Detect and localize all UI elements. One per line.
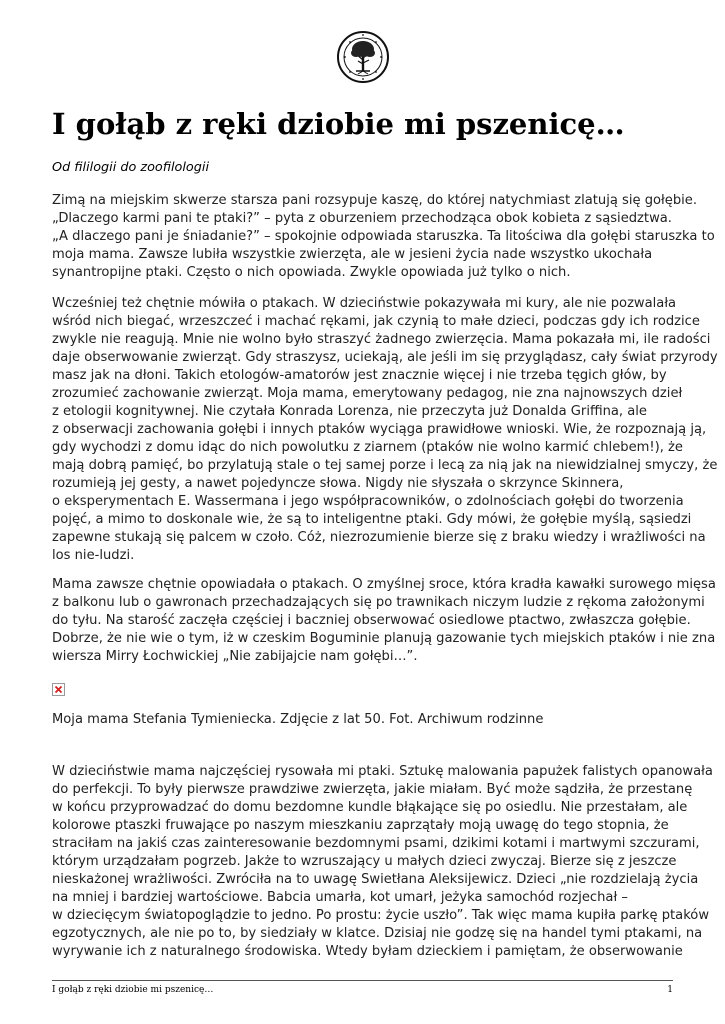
text-line: Mama zawsze chętnie opowiadała o ptakach. O zmyślnej sroce, która kradła kawałki surowego mięsa: [52, 577, 716, 592]
text-line: mają dobrą pamięć, bo przylatują stale o tej samej porze i lecą za nią jak na niewidzialnej smyczy, że: [52, 458, 718, 473]
text-line: straciłam na jakiś czas zainteresowanie bezdomnymi psami, dzikimi kotami i martwymi szczurami,: [52, 836, 700, 851]
article-subtitle: Od fililogii do zoofilologii: [52, 160, 209, 175]
text-line: pojęć, a mimo to doskonale wie, że są to inteligentne ptaki. Gdy mówi, że gołębie myślą, sąsiedzi: [52, 512, 692, 527]
text-line: Dobrze, że nie wie o tym, iż w czeskim Boguminie planują gazowanie tych miejskich ptaków i nie zna: [52, 631, 716, 646]
text-line: z balkonu lub o gawronach przechadzających się po trawnikach niczym ludzie z rękoma założonymi: [52, 595, 705, 610]
text-line: wśród nich biegać, wrzeszczeć i machać rękami, jak czynią to małe dzieci, podczas gdy ich rodzice: [52, 314, 700, 329]
text-line: Wcześniej też chętnie mówiła o ptakach. W dzieciństwie pokazywała mi kury, ale nie pozwalała: [52, 296, 677, 311]
text-line: w końcu przyprowadzać do domu bezdomne kundle błąkające się po osiedlu. Nie przestałam, ale: [52, 800, 688, 815]
text-line: zwykle nie reagują. Mnie nie wolno było straszyć żadnego zwierzęcia. Mama pokazała mi, ile radości: [52, 332, 711, 347]
text-line: synantropijne ptaki. Często o nich opowiada. Zwykle opowiada już tylko o nich.: [52, 265, 571, 280]
tree-seal-icon: [336, 30, 390, 84]
text-line: „Dlaczego karmi pani te ptaki?” – pyta z oburzeniem przechodząca obok kobieta z sąsiedztwa.: [52, 211, 672, 226]
text-line: Zimą na miejskim skwerze starsza pani rozsypuje kaszę, do której natychmiast zlatują się gołębie.: [52, 193, 698, 208]
paragraph-3: [52, 576, 716, 666]
paragraph-2: [52, 295, 718, 565]
text-line: daje obserwowanie zwierząt. Gdy straszysz, uciekają, ale jeśli im się przyglądasz, cały świat przyrody: [52, 350, 718, 365]
page-title: I gołąb z ręki dziobie mi pszenicę…: [52, 107, 625, 141]
text-line: którym urządzałam pogrzeb. Jakże to wzruszający u małych dzieci zwyczaj. Bierze się z jeszcze: [52, 854, 677, 869]
text-line: masz jak na dłoni. Takich etologów-amatorów jest znacznie więcej i nie trzeba tęgich głów, by: [52, 368, 667, 383]
text-line: zapewne stukają się palcem w czoło. Cóż, niezrozumienie bierze się z braku wiedzy i wrażliwości na: [52, 530, 706, 545]
paragraph-1: [52, 192, 715, 282]
text-line: nieskażonej wrażliwości. Zwróciła na to uwagę Swietłana Aleksijewicz. Dzieci „nie rozdzielają życia: [52, 872, 699, 887]
page-number: 1: [667, 985, 673, 995]
broken-image-icon: [52, 683, 65, 696]
text-line: gdy wychodzi z domu idąc do nich powolutku z ziarnem (ptaków nie wolno karmić chlebem!), że: [52, 440, 683, 455]
text-line: z etologii kognitywnej. Nie czytała Konrada Lorenza, nie przeczyta już Donalda Griffina, ale: [52, 404, 647, 419]
text-line: egzotycznych, ale nie po to, by siedziały w klatce. Dzisiaj nie godzę się na handel tymi ptakami, na: [52, 926, 703, 941]
text-line: kolorowe ptaszki fruwające po naszym mieszkaniu zaprzątały moją uwagę do tego stopnia, że: [52, 818, 669, 833]
text-line: los nie-ludzi.: [52, 548, 135, 563]
text-line: zrozumieć zachowanie zwierząt. Moja mama, emerytowany pedagog, nie zna najnowszych dzieł: [52, 386, 683, 401]
text-line: z obserwacji zachowania gołębi i innych ptaków wyciąga prawidłowe wnioski. Wie, że rozpoznają ją,: [52, 422, 707, 437]
text-line: do perfekcji. To były pierwsze prawdziwe zwierzęta, jakie miałam. Być może sądziła, że przestanę: [52, 782, 693, 797]
text-line: wyrywanie ich z naturalnego środowiska. Wtedy byłam dzieckiem i pamiętam, że obserwowanie: [52, 944, 683, 959]
text-line: o eksperymentach E. Wassermana i jego współpracowników, o zdolnościach gołębi do tworzenia: [52, 494, 684, 509]
text-line: W dzieciństwie mama najczęściej rysowała mi ptaki. Sztukę malowania papużek falistych opanowała: [52, 764, 713, 779]
text-line: „A dlaczego pani je śniadanie?” – spokojnie odpowiada staruszka. Ta litościwa dla gołębi staruszka to: [52, 229, 715, 244]
text-line: do tyłu. Na starość zaczęła częściej i baczniej obserwować osiedlowe ptactwo, zwłaszcza gołębie.: [52, 613, 691, 628]
footer-divider: [52, 980, 673, 981]
text-line: moja mama. Zawsze lubiła wszystkie zwierzęta, ale w jesieni życia nade wszystko ukochała: [52, 247, 653, 262]
footer-title: I gołąb z ręki dziobie mi pszenicę…: [52, 985, 214, 995]
text-line: rozumieją jej gesty, a nawet pojedyncze słowa. Nigdy nie słyszała o skrzynce Skinnera,: [52, 476, 624, 491]
image-caption: Moja mama Stefania Tymieniecka. Zdjęcie z lat 50. Fot. Archiwum rodzinne: [52, 712, 544, 727]
text-line: wiersza Mirry Łochwickiej „Nie zabijajcie nam gołębi…”.: [52, 649, 418, 664]
paragraph-4: [52, 763, 713, 961]
text-line: w dziecięcym światopoglądzie to jedno. Po prostu: życie uszło”. Tak więc mama kupiła parkę ptaków: [52, 908, 710, 923]
text-line: na mniej i bardziej wartościowe. Babcia umarła, kot umarł, jeżyka samochód rozjechał –: [52, 890, 628, 905]
